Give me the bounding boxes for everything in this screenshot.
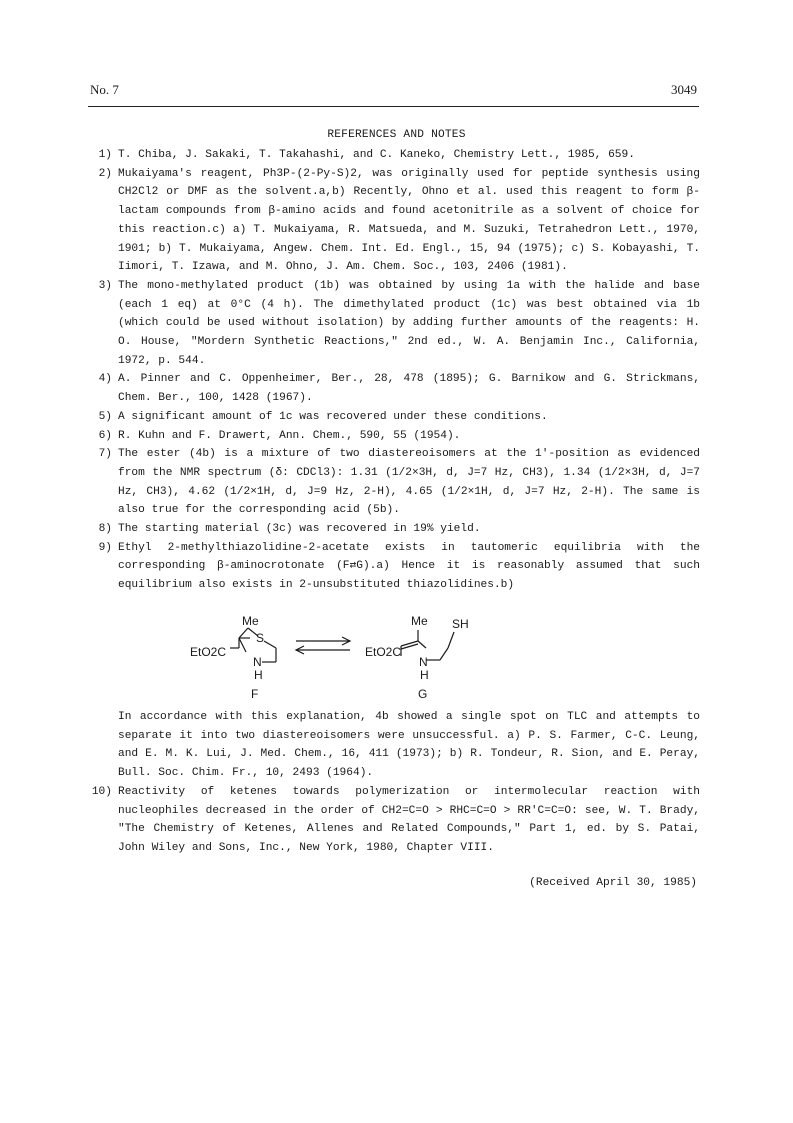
reference-number: 7) bbox=[98, 448, 112, 461]
received-date: (Received April 30, 1985) bbox=[529, 877, 697, 889]
bond bbox=[239, 638, 246, 652]
reference-number: 10) bbox=[91, 785, 112, 798]
reference-number: 9) bbox=[98, 541, 112, 554]
bond bbox=[418, 641, 426, 648]
reference-number: 4) bbox=[98, 373, 112, 386]
sulfur-label: S bbox=[256, 631, 265, 645]
reference-1 bbox=[90, 146, 700, 165]
reference-5 bbox=[90, 408, 700, 427]
scheme-drawing bbox=[190, 608, 510, 703]
reference-text: Mukaiyama's reagent, Ph3P-(2-Py-S)2, was originally used for peptide synthesis using CH2Cl2 or DMF as the solvent.a,b) Recently, Ohno et al. used this reagent to form β-lactam compounds from β-amino acids and found acetonitrile as a solvent of choice for this reaction.c) a) T. Mukaiyama, R. Matsueda, and M. Suzuki, Tetrahedron Lett., 1970, 1901; b) T. Mukaiyama, Angew. Chem. Int. Ed. Engl., 15, 94 (1975); c) S. Kobayashi, T. Iimori, T. Izawa, and M. Ohno, J. Am. Chem. Soc., 103, 2406 (1981). bbox=[118, 167, 700, 274]
reference-8 bbox=[90, 520, 700, 539]
reference-number: 6) bbox=[98, 429, 112, 442]
reference-text: A significant amount of 1c was recovered under these conditions. bbox=[118, 410, 548, 423]
nitrogen-label: N bbox=[253, 655, 262, 669]
reference-text: Reactivity of ketenes towards polymerization or intermolecular reaction with nucleophiles decreased in the order of CH2=C=O > RHC=C=O > RR'C=C=O: see, W. T. Brady, "The Chemistry of Ketenes, Allenes and Related Compounds," Part 1, ed. by S. Patai, John Wiley and Sons, Inc., New York, 1980, Chapter VIII. bbox=[118, 785, 700, 854]
reference-6 bbox=[90, 427, 700, 446]
compound-label-G: G bbox=[418, 687, 428, 701]
reference-9-continued bbox=[90, 708, 700, 783]
reference-9 bbox=[90, 539, 700, 595]
reference-10 bbox=[90, 783, 700, 858]
journal-issue: No. 7 bbox=[90, 82, 119, 97]
bond bbox=[264, 641, 276, 648]
reference-text: The ester (4b) is a mixture of two diastereoisomers at the 1'-position as evidenced from the NMR spectrum (δ: CDCl3): 1.31 (1/2×3H, d, J=7 Hz, CH3), 1.34 (1/2×3H, d, J=7 Hz, CH3), 4.62 (1/2×1H, d, J=9 Hz, 2-H), 4.65 (1/2×1H, d, J=7 Hz, 2-H). The same is also true for the corresponding acid (5b). bbox=[118, 448, 700, 517]
reference-text: Ethyl 2-methylthiazolidine-2-acetate exists in tautomeric equilibria with the corresponding β-aminocrotonate (F⇄G).a) Hence it is reasonably assumed that such equilibrium also exists in 2-unsubstituted thiazolidines.b) bbox=[118, 541, 700, 592]
reference-number: 5) bbox=[98, 410, 112, 423]
reference-text: In accordance with this explanation, 4b showed a single spot on TLC and attempts to separate it into two diastereoisomers were unsuccessful. a) P. S. Farmer, C-C. Leung, and E. M. K. Lui, J. Med. Chem., 16, 411 (1973); b) R. Tondeur, R. Sion, and E. Peray, Bull. Soc. Chim. Fr., 10, 2493 (1964). bbox=[118, 711, 700, 780]
section-title: REFERENCES AND NOTES bbox=[327, 129, 466, 141]
hydrogen-label: H bbox=[254, 668, 263, 682]
bond bbox=[239, 628, 248, 638]
reference-4 bbox=[90, 370, 700, 407]
bond bbox=[440, 648, 448, 660]
header-rule bbox=[88, 106, 699, 107]
reference-2 bbox=[90, 165, 700, 277]
tautomer-scheme bbox=[190, 608, 510, 703]
methyl-label: Me bbox=[411, 614, 428, 628]
hydrogen-label: H bbox=[420, 668, 429, 682]
reference-3 bbox=[90, 277, 700, 371]
reference-list-continued bbox=[90, 708, 700, 858]
nitrogen-label: N bbox=[419, 655, 428, 669]
reference-text: The mono-methylated product (1b) was obtained by using 1a with the halide and base (each 1 eq) at 0°C (4 h). The dimethylated product (1c) was best obtained via 1b (which could be used without isolation) by adding further amounts of the reagents: H. O. House, "Mordern Synthetic Reactions," 2nd ed., W. A. Benjamin Inc., California, 1972, p. 544. bbox=[118, 279, 700, 367]
reference-text: A. Pinner and C. Oppenheimer, Ber., 28, 478 (1895); G. Barnikow and G. Strickmans, Chem. Ber., 100, 1428 (1967). bbox=[118, 373, 700, 405]
ester-label: EtO2C bbox=[365, 645, 402, 659]
reference-text: R. Kuhn and F. Drawert, Ann. Chem., 590, 55 (1954). bbox=[118, 429, 461, 442]
bond bbox=[448, 632, 454, 648]
reference-text: The starting material (3c) was recovered in 19% yield. bbox=[118, 523, 481, 536]
reference-number: 3) bbox=[98, 279, 112, 292]
reference-7 bbox=[90, 445, 700, 520]
compound-label-F: F bbox=[251, 687, 259, 701]
thiol-label: SH bbox=[452, 617, 469, 631]
ester-label: EtO2C bbox=[190, 645, 227, 659]
reference-number: 2) bbox=[98, 167, 112, 180]
methyl-label: Me bbox=[242, 614, 259, 628]
reference-number: 8) bbox=[98, 523, 112, 536]
reference-text: T. Chiba, J. Sakaki, T. Takahashi, and C. Kaneko, Chemistry Lett., 1985, 659. bbox=[118, 149, 635, 161]
reference-list bbox=[90, 146, 700, 595]
reference-number: 1) bbox=[98, 149, 112, 161]
page-number: 3049 bbox=[671, 82, 697, 97]
